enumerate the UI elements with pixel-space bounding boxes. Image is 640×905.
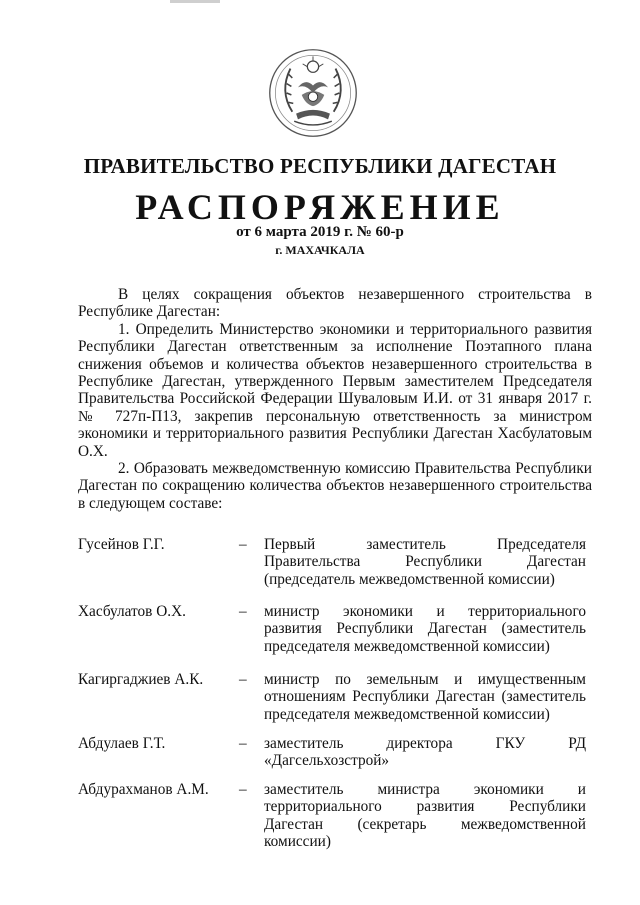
government-name: ПРАВИТЕЛЬСТВО РЕСПУБЛИКИ ДАГЕСТАН: [83, 154, 557, 178]
date-number: от 6 марта 2019 г. № 60-р: [236, 224, 404, 240]
member-dash: –: [239, 735, 247, 752]
member-role: заместитель директора ГКУ РД «Дагсельхозстрой»: [264, 735, 586, 770]
dagestan-coat-of-arms-icon: [266, 46, 360, 140]
city-name: г. МАХАЧКАЛА: [275, 243, 365, 257]
member-dash: –: [239, 603, 247, 620]
paragraph-intro: В целях сокращения объектов незавершенного строительства в Республике Дагестан:: [78, 286, 592, 321]
member-dash: –: [239, 536, 247, 553]
order-body: [78, 286, 592, 512]
member-name: Абдулаев Г.Т.: [78, 735, 166, 752]
member-name: Гусейнов Г.Г.: [78, 536, 165, 553]
document-type-title: РАСПОРЯЖЕНИЕ: [135, 187, 505, 227]
paragraph-2: 2. Образовать межведомственную комиссию Правительства Республики Дагестан по сокращению количества объектов незавершенного строительства в следующем составе:: [78, 460, 592, 512]
member-role: министр по земельным и имущественным отношениям Республики Дагестан (заместитель председателя межведомственной комиссии): [264, 671, 586, 723]
member-name: Хасбулатов О.Х.: [78, 603, 186, 620]
member-dash: –: [239, 671, 247, 688]
member-dash: –: [239, 781, 247, 798]
paragraph-1: 1. Определить Министерство экономики и территориального развития Республики Дагестан ответственным за исполнение Поэтапного плана снижения объемов и количества объектов незавершенного строительства в Республике Дагестан, утвержденного Первым заместителем Председателя Правительства Российской Федерации Шуваловым И.И. от 31 января 2017 г. № 727п-П13, закрепив персональную ответственность за министром экономики и территориального развития Республики Дагестан Хасбулатовым О.Х.: [78, 320, 592, 460]
member-name: Кагиргаджиев А.К.: [78, 671, 204, 688]
member-name: Абдурахманов А.М.: [78, 781, 209, 798]
member-role: Первый заместитель Председателя Правительства Республики Дагестан (председатель межведомственной комиссии): [264, 536, 586, 588]
scan-artifact: [170, 0, 220, 3]
member-role: заместитель министра экономики и территориального развития Республики Дагестан (секретарь межведомственной комиссии): [264, 781, 586, 851]
member-role: министр экономики и территориального развития Республики Дагестан (заместитель председателя межведомственной комиссии): [264, 603, 586, 655]
